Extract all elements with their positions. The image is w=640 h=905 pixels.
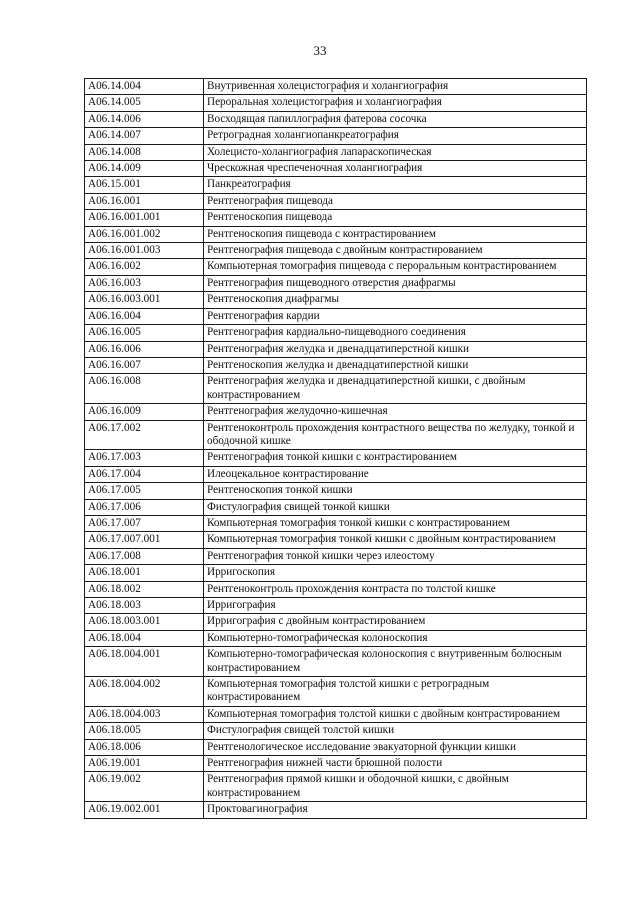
service-code-cell: А06.17.006 (85, 499, 204, 515)
table-row (85, 677, 587, 707)
table-row (85, 647, 587, 677)
table-row (85, 259, 587, 275)
service-code-cell: А06.18.006 (85, 739, 204, 755)
service-name-cell: Фистулография свищей тонкой кишки (204, 499, 587, 515)
service-name-cell: Рентгенография пищеводного отверстия диафрагмы (204, 275, 587, 291)
table-row (85, 193, 587, 209)
service-name-cell: Ретроградная холангиопанкреатография (204, 128, 587, 144)
table-row (85, 450, 587, 466)
service-code-cell: А06.14.005 (85, 95, 204, 111)
service-code-cell: А06.14.008 (85, 144, 204, 160)
service-name-cell: Холецисто-холангиография лапараскопическая (204, 144, 587, 160)
table-row (85, 565, 587, 581)
service-code-cell: А06.14.004 (85, 79, 204, 95)
service-code-cell: А06.15.001 (85, 177, 204, 193)
service-code-cell: А06.16.005 (85, 325, 204, 341)
table-row (85, 308, 587, 324)
service-name-cell: Рентгеноскопия желудка и двенадцатиперстной кишки (204, 357, 587, 373)
service-name-cell: Рентгеноконтроль прохождения контрастного вещества по желудку, тонкой и ободочной кишке (204, 420, 587, 450)
service-name-cell: Рентгенография желудка и двенадцатиперстной кишки, с двойным контрастированием (204, 374, 587, 404)
service-name-cell: Панкреатография (204, 177, 587, 193)
service-code-cell: А06.19.001 (85, 756, 204, 772)
table-row (85, 275, 587, 291)
table-row (85, 374, 587, 404)
table-row (85, 614, 587, 630)
table-row (85, 548, 587, 564)
service-name-cell: Рентгеноскопия тонкой кишки (204, 483, 587, 499)
service-name-cell: Компьютерная томография тонкой кишки с двойным контрастированием (204, 532, 587, 548)
table-row (85, 79, 587, 95)
service-name-cell: Рентгеноскопия пищевода с контрастированием (204, 226, 587, 242)
service-name-cell: Компьютерно-томографическая колоноскопия с внутривенным болюсным контрастированием (204, 647, 587, 677)
table-row (85, 161, 587, 177)
service-code-cell: А06.18.004 (85, 630, 204, 646)
service-code-cell: А06.16.008 (85, 374, 204, 404)
table-row (85, 515, 587, 531)
table-row (85, 128, 587, 144)
service-code-cell: А06.16.004 (85, 308, 204, 324)
service-name-cell: Пероральная холецистография и холангиография (204, 95, 587, 111)
service-code-cell: А06.16.001.001 (85, 210, 204, 226)
service-code-cell: А06.18.002 (85, 581, 204, 597)
service-name-cell: Компьютерная томография тонкой кишки с контрастированием (204, 515, 587, 531)
service-code-cell: А06.16.001.003 (85, 243, 204, 259)
service-code-cell: А06.18.004.001 (85, 647, 204, 677)
service-name-cell: Илеоцекальное контрастирование (204, 466, 587, 482)
service-name-cell: Компьютерная томография толстой кишки с ретроградным контрастированием (204, 677, 587, 707)
service-name-cell: Компьютерная томография пищевода с пероральным контрастированием (204, 259, 587, 275)
service-name-cell: Рентгеноскопия диафрагмы (204, 292, 587, 308)
service-name-cell: Компьютерная томография толстой кишки с двойным контрастированием (204, 706, 587, 722)
service-name-cell: Рентгенография пищевода с двойным контрастированием (204, 243, 587, 259)
service-name-cell: Рентгенография кардии (204, 308, 587, 324)
service-name-cell: Рентгенологическое исследование эвакуаторной функции кишки (204, 739, 587, 755)
service-code-cell: А06.16.007 (85, 357, 204, 373)
service-name-cell: Компьютерно-томографическая колоноскопия (204, 630, 587, 646)
service-name-cell: Рентгенография пищевода (204, 193, 587, 209)
service-code-cell: А06.18.004.002 (85, 677, 204, 707)
page-number: 33 (313, 43, 327, 58)
service-code-cell: А06.16.003.001 (85, 292, 204, 308)
table-row (85, 483, 587, 499)
service-code-cell: А06.17.003 (85, 450, 204, 466)
table-row (85, 581, 587, 597)
service-code-cell: А06.18.005 (85, 723, 204, 739)
service-name-cell: Чрескожная чреспеченочная холангиография (204, 161, 587, 177)
service-name-cell: Рентгеноконтроль прохождения контраста по толстой кишке (204, 581, 587, 597)
service-code-cell: А06.18.001 (85, 565, 204, 581)
service-code-cell: А06.19.002 (85, 772, 204, 802)
table-row (85, 404, 587, 420)
service-name-cell: Внутривенная холецистография и холангиография (204, 79, 587, 95)
table-row (85, 177, 587, 193)
service-code-cell: А06.19.002.001 (85, 802, 204, 818)
service-code-cell: А06.18.003.001 (85, 614, 204, 630)
service-name-cell: Рентгенография желудочно-кишечная (204, 404, 587, 420)
service-name-cell: Фистулография свищей толстой кишки (204, 723, 587, 739)
service-name-cell: Ирригоскопия (204, 565, 587, 581)
service-codes-table (84, 78, 587, 819)
table-row (85, 756, 587, 772)
service-name-cell: Рентгенография тонкой кишки через илеостому (204, 548, 587, 564)
table-row (85, 532, 587, 548)
service-code-cell: А06.18.003 (85, 598, 204, 614)
table-row (85, 210, 587, 226)
service-code-cell: А06.17.007 (85, 515, 204, 531)
table-row (85, 420, 587, 450)
service-code-cell: А06.14.007 (85, 128, 204, 144)
table-row (85, 357, 587, 373)
service-code-cell: А06.17.002 (85, 420, 204, 450)
table-row (85, 598, 587, 614)
table-row (85, 144, 587, 160)
service-name-cell: Рентгенография прямой кишки и ободочной кишки, с двойным контрастированием (204, 772, 587, 802)
service-code-cell: А06.16.001.002 (85, 226, 204, 242)
table-row (85, 772, 587, 802)
service-code-cell: А06.14.009 (85, 161, 204, 177)
table-row (85, 739, 587, 755)
service-name-cell: Рентгенография нижней части брюшной полости (204, 756, 587, 772)
service-name-cell: Восходящая папиллография фатерова сосочка (204, 111, 587, 127)
service-name-cell: Рентгенография тонкой кишки с контрастированием (204, 450, 587, 466)
service-code-cell: А06.14.006 (85, 111, 204, 127)
service-name-cell: Ирригография (204, 598, 587, 614)
service-code-cell: А06.17.005 (85, 483, 204, 499)
table-row (85, 630, 587, 646)
service-code-cell: А06.17.004 (85, 466, 204, 482)
table-row (85, 226, 587, 242)
table-row (85, 723, 587, 739)
table-body (85, 79, 587, 819)
service-code-cell: А06.17.008 (85, 548, 204, 564)
table-row (85, 341, 587, 357)
service-code-cell: А06.17.007.001 (85, 532, 204, 548)
service-code-cell: А06.16.009 (85, 404, 204, 420)
table-row (85, 499, 587, 515)
table-row (85, 292, 587, 308)
service-name-cell: Рентгенография кардиально-пищеводного соединения (204, 325, 587, 341)
table-row (85, 466, 587, 482)
table-row (85, 802, 587, 818)
service-code-cell: А06.16.002 (85, 259, 204, 275)
table-row (85, 325, 587, 341)
service-name-cell: Рентгенография желудка и двенадцатиперстной кишки (204, 341, 587, 357)
service-name-cell: Проктовагинография (204, 802, 587, 818)
service-code-cell: А06.18.004.003 (85, 706, 204, 722)
table-row (85, 706, 587, 722)
service-code-cell: А06.16.001 (85, 193, 204, 209)
table-row (85, 243, 587, 259)
service-name-cell: Рентгеноскопия пищевода (204, 210, 587, 226)
table-row (85, 95, 587, 111)
service-name-cell: Ирригография с двойным контрастированием (204, 614, 587, 630)
service-code-cell: А06.16.006 (85, 341, 204, 357)
service-code-cell: А06.16.003 (85, 275, 204, 291)
table-row (85, 111, 587, 127)
